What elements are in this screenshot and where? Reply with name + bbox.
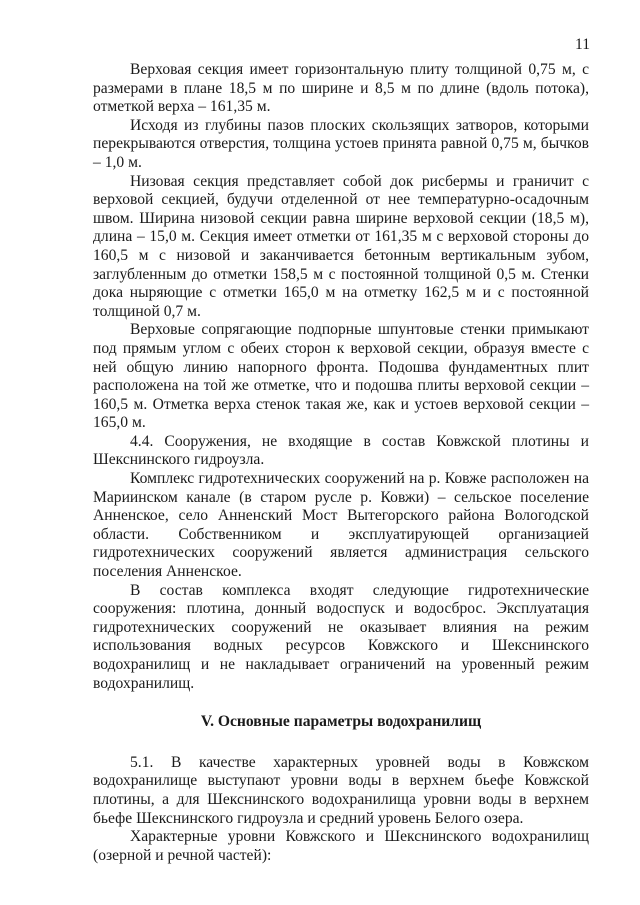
- paragraph-complex-structures: В состав комплекса входят следующие гидротехнические сооружения: плотина, донный водоспуск и водосброс. Эксплуатация гидротехнических сооружений не оказывает влияния на режим использования водных ресурсов Ковжского и Шекснинского водохранилищ и не накладывает ограничений на уровенный режим водохранилищ.: [93, 581, 589, 692]
- paragraph-characteristic-levels: Характерные уровни Ковжского и Шекснинского водохранилищ (озерной и речной частей):: [93, 828, 589, 864]
- document-body: [93, 61, 589, 865]
- paragraph-retaining-walls: Верховые сопрягающие подпорные шпунтовые стенки примыкают под прямым углом с обеих сторон к верховой секции, образуя вместе с ней общую линию напорного фронта. Подошва фундаментных плит расположена на той же отметке, что и подошва плиты верховой секции – 160,5 м. Отметка верха стенок такая же, как и устоев верховой секции – 165,0 м.: [93, 321, 589, 432]
- paragraph-lower-section: Низовая секция представляет собой док рисбермы и граничит с верховой секцией, будучи отделенной от нее температурно-осадочным швом. Ширина низовой секции равна ширине верховой секции (18,5 м), длина – 15,0 м. Секция имеет отметки от 161,35 м с верховой стороны до 160,5 м с низовой и заканчивается бетонным вертикальным зубом, заглубленным до отметки 158,5 м с постоянной толщиной 0,5 м. Стенки дока ныряющие с отметки 165,0 м на отметку 162,5 м и с постоянной толщиной 0,7 м.: [93, 172, 589, 320]
- page-number: 11: [574, 36, 590, 53]
- paragraph-5-1: 5.1. В качестве характерных уровней воды в Ковжском водохранилище выступают уровни воды в верхнем бьефе Ковжской плотины, а для Шекснинского водохранилища уровни воды в верхнем бьефе Шекснинского гидроузла и средний уровень Белого озера.: [93, 753, 589, 827]
- paragraph-upper-section: Верховая секция имеет горизонтальную плиту толщиной 0,75 м, с размерами в плане 18,5 м по ширине и 8,5 м по длине (вдоль потока), отметкой верха – 161,35 м.: [93, 61, 589, 116]
- paragraph-gate-openings: Исходя из глубины пазов плоских скользящих затворов, которыми перекрываются отверстия, толщина устоев принята равной 0,75 м, бычков – 1,0 м.: [93, 116, 589, 171]
- paragraph-kovzha-complex: Комплекс гидротехнических сооружений на р. Ковже расположен на Мариинском канале (в старом русле р. Ковжи) – сельское поселение Анненское, село Анненский Мост Вытегорского района Вологодской области. Собственником и эксплуатирующей организацией гидротехнических сооружений является администрация сельского поселения Анненское.: [93, 470, 589, 581]
- section-title: V. Основные параметры водохранилищ: [200, 713, 482, 731]
- paragraph-heading-4-4: 4.4. Сооружения, не входящие в состав Ковжской плотины и Шекснинского гидроузла.: [93, 432, 589, 469]
